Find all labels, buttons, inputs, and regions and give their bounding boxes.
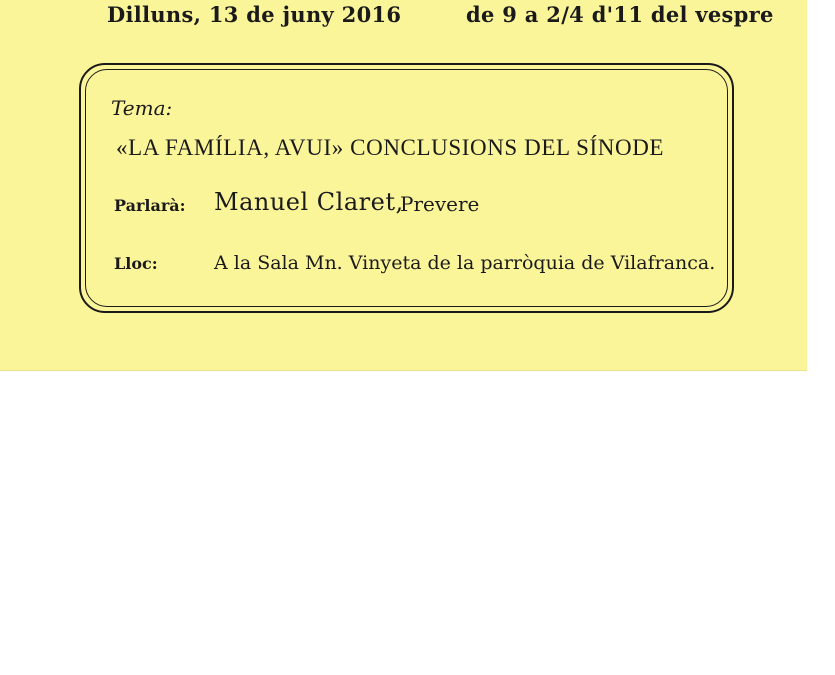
event-time: de 9 a 2/4 d'11 del vespre xyxy=(466,2,774,27)
speaker-role: Prevere xyxy=(400,192,480,216)
speaker-label: Parlarà: xyxy=(114,196,186,215)
topic-label: Tema: xyxy=(111,96,173,120)
speaker-name: Manuel Claret, xyxy=(214,188,404,216)
event-date: Dilluns, 13 de juny 2016 xyxy=(107,2,402,27)
details-frame xyxy=(79,63,734,313)
topic-title: «LA FAMÍLIA, AVUI» CONCLUSIONS DEL SÍNODE xyxy=(116,135,665,160)
place-text: A la Sala Mn. Vinyeta de la parròquia de Vilafranca. xyxy=(214,252,716,274)
place-label: Lloc: xyxy=(114,254,158,273)
